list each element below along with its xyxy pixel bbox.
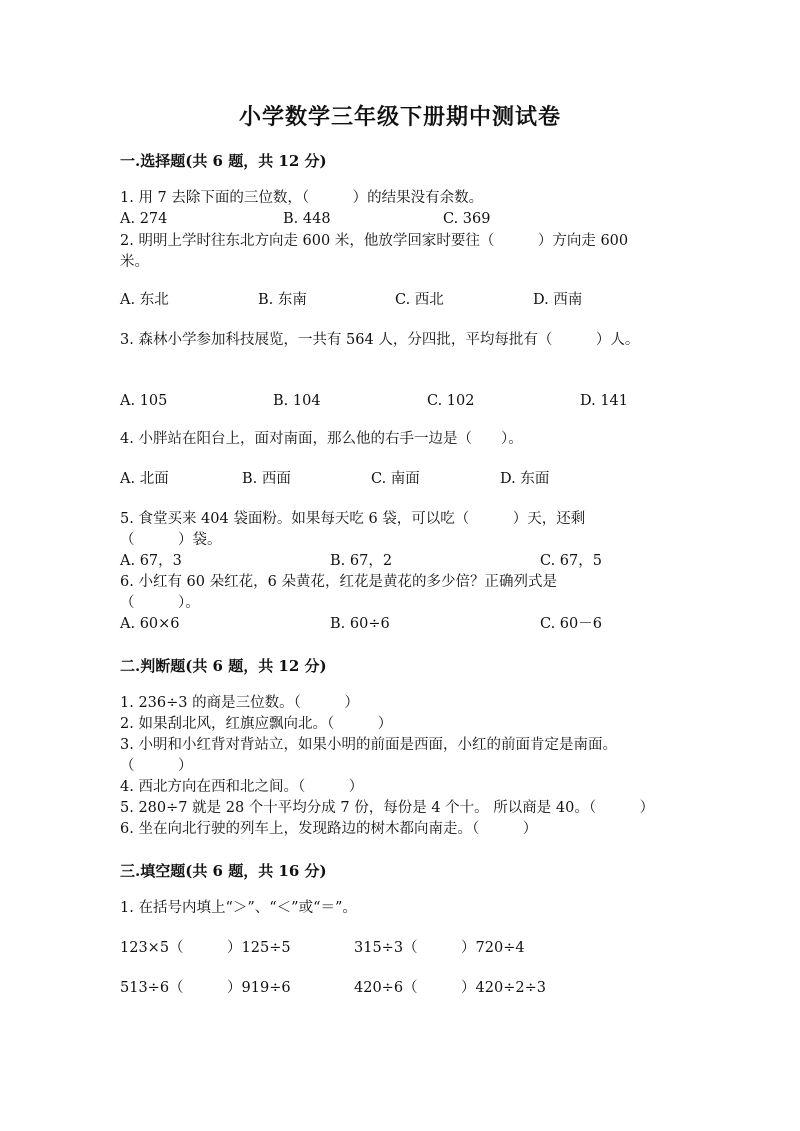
option-b: B. 东南: [258, 292, 307, 308]
judgement-item: 6. 坐在向北行驶的列车上，发现路边的树木都向南走。（ ）: [120, 821, 538, 837]
option-b: B. 448: [283, 211, 331, 227]
question-stem-continued: （ ）。: [120, 595, 200, 611]
option-d: D. 西南: [533, 292, 583, 308]
option-a: A. 60×6: [120, 616, 180, 632]
section-heading-choice: 一.选择题(共 6 题，共 12 分): [120, 152, 327, 170]
judgement-item: 5. 280÷7 就是 28 个十平均分成 7 份，每份是 4 个十。 所以商是 40。（ ）: [120, 800, 655, 816]
option-d: D. 141: [580, 393, 629, 409]
option-c: C. 60－6: [540, 616, 602, 632]
judgement-item: 4. 西北方向在西和北之间。（ ）: [120, 779, 364, 795]
question-stem: 1. 在括号内填上“＞”、“＜”或“＝”。: [120, 900, 357, 916]
option-d: D. 东面: [500, 471, 550, 487]
option-c: C. 南面: [371, 471, 420, 487]
comparison-expression: 123×5（ ）125÷5: [120, 940, 291, 956]
question-stem-continued: （ ）袋。: [120, 532, 222, 548]
question-stem-continued: 米。: [120, 254, 149, 270]
option-a: A. 67，3: [120, 553, 182, 569]
judgement-item: 2. 如果刮北风，红旗应飘向北。（ ）: [120, 716, 393, 732]
option-b: B. 60÷6: [330, 616, 390, 632]
question-stem: 4. 小胖站在阳台上，面对南面，那么他的右手一边是（ ）。: [120, 431, 523, 447]
option-a: A. 105: [120, 393, 168, 409]
option-c: C. 102: [427, 393, 475, 409]
question-stem: 2. 明明上学时往东北方向走 600 米，他放学回家时要往（ ）方向走 600: [120, 233, 629, 249]
judgement-item: 3. 小明和小红背对背站立，如果小明的前面是西面，小红的前面肯定是南面。: [120, 737, 617, 753]
comparison-expression: 420÷6（ ）420÷2÷3: [354, 980, 546, 996]
option-c: C. 67，5: [540, 553, 602, 569]
option-a: A. 东北: [120, 292, 169, 308]
page-title: 小学数学三年级下册期中测试卷: [238, 104, 561, 130]
option-c: C. 西北: [395, 292, 444, 308]
option-b: B. 104: [273, 393, 321, 409]
question-stem: 1. 用 7 去除下面的三位数，（ ）的结果没有余数。: [120, 190, 484, 206]
section-heading-fill-blank: 三.填空题(共 6 题，共 16 分): [120, 862, 327, 880]
question-stem: 5. 食堂买来 404 袋面粉。如果每天吃 6 袋，可以吃（ ）天，还剩: [120, 511, 586, 527]
question-stem: 3. 森林小学参加科技展览，一共有 564 人，分四批，平均每批有（ ）人。: [120, 332, 640, 348]
comparison-expression: 315÷3（ ）720÷4: [354, 940, 525, 956]
section-heading-judgement: 二.判断题(共 6 题，共 12 分): [120, 657, 327, 675]
option-b: B. 67，2: [330, 553, 393, 569]
judgement-item-continued: （ ）: [120, 758, 193, 774]
option-b: B. 西面: [242, 471, 291, 487]
option-a: A. 北面: [120, 471, 169, 487]
judgement-item: 1. 236÷3 的商是三位数。（ ）: [120, 695, 359, 711]
option-c: C. 369: [443, 211, 491, 227]
comparison-expression: 513÷6（ ）919÷6: [120, 980, 291, 996]
option-a: A. 274: [120, 211, 168, 227]
question-stem: 6. 小红有 60 朵红花，6 朵黄花，红花是黄花的多少倍？正确列式是: [120, 574, 557, 590]
